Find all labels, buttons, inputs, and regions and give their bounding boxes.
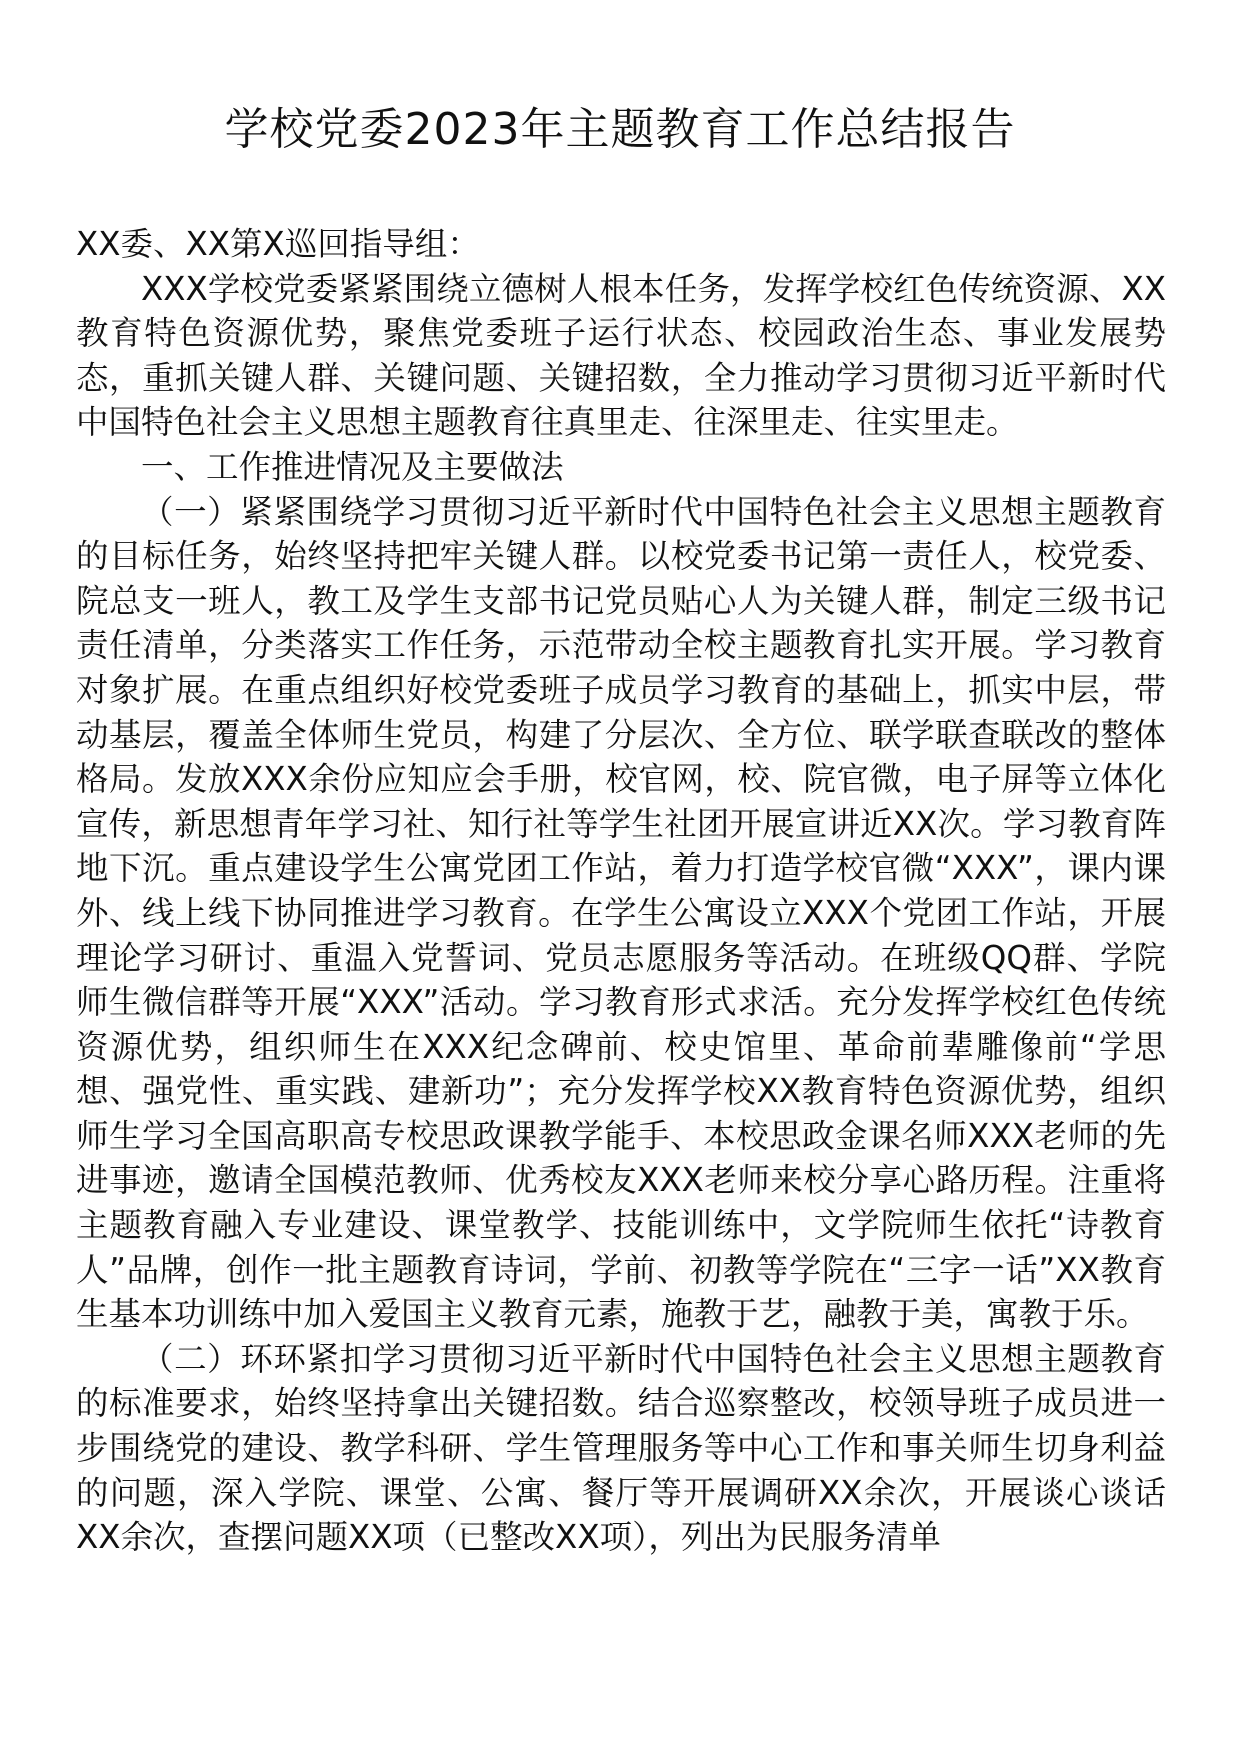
document-body bbox=[76, 222, 1166, 1560]
subsection-two-paragraph: （二）环环紧扣学习贯彻习近平新时代中国特色社会主义思想主题教育的标准要求，始终坚持拿出关键招数。结合巡察整改，校领导班子成员进一步围绕党的建设、教学科研、学生管理服务等中心工作和事关师生切身利益的问题，深入学院、课堂、公寓、餐厅等开展调研XX余次，开展谈心谈话XX余次，查摆问题XX项（已整改XX项），列出为民服务清单 bbox=[76, 1339, 1166, 1557]
salutation: XX委、XX第X巡回指导组： bbox=[76, 225, 480, 263]
subsection-one-paragraph: （一）紧紧围绕学习贯彻习近平新时代中国特色社会主义思想主题教育的目标任务，始终坚持把牢关键人群。以校党委书记第一责任人，校党委、院总支一班人，教工及学生支部书记党员贴心人为关键人群，制定三级书记责任清单，分类落实工作任务，示范带动全校主题教育扎实开展。学习教育对象扩展。在重点组织好校党委班子成员学习教育的基础上，抓实中层，带动基层，覆盖全体师生党员，构建了分层次、全方位、联学联查联改的整体格局。发放XXX余份应知应会手册，校官网，校、院官微，电子屏等立体化宣传，新思想青年学习社、知行社等学生社团开展宣讲近XX次。学习教育阵地下沉。重点建设学生公寓党团工作站，着力打造学校官微“XXX”，课内课外、线上线下协同推进学习教育。在学生公寓设立XXX个党团工作站，开展理论学习研讨、重温入党誓词、党员志愿服务等活动。在班级QQ群、学院师生微信群等开展“XXX”活动。学习教育形式求活。充分发挥学校红色传统资源优势，组织师生在XXX纪念碑前、校史馆里、革命前辈雕像前“学思想、强党性、重实践、建新功”；充分发挥学校XX教育特色资源优势，组织师生学习全国高职高专校思政课教学能手、本校思政金课名师XXX老师的先进事迹，邀请全国模范教师、优秀校友XXX老师来校分享心路历程。注重将主题教育融入专业建设、课堂教学、技能训练中，文学院师生依托“诗教育人”品牌，创作一批主题教育诗词，学前、初教等学院在“三字一话”XX教育生基本功训练中加入爱国主义教育元素，施教于艺，融教于美，寓教于乐。 bbox=[76, 492, 1166, 1334]
intro-paragraph: XXX学校党委紧紧围绕立德树人根本任务，发挥学校红色传统资源、XX教育特色资源优势，聚焦党委班子运行状态、校园政治生态、事业发展势态，重抓关键人群、关键问题、关键招数，全力推动学习贯彻习近平新时代中国特色社会主义思想主题教育往真里走、往深里走、往实里走。 bbox=[76, 269, 1166, 442]
section-heading: 一、工作推进情况及主要做法 bbox=[141, 447, 564, 486]
document-title: 学校党委2023年主题教育工作总结报告 bbox=[224, 104, 1016, 155]
